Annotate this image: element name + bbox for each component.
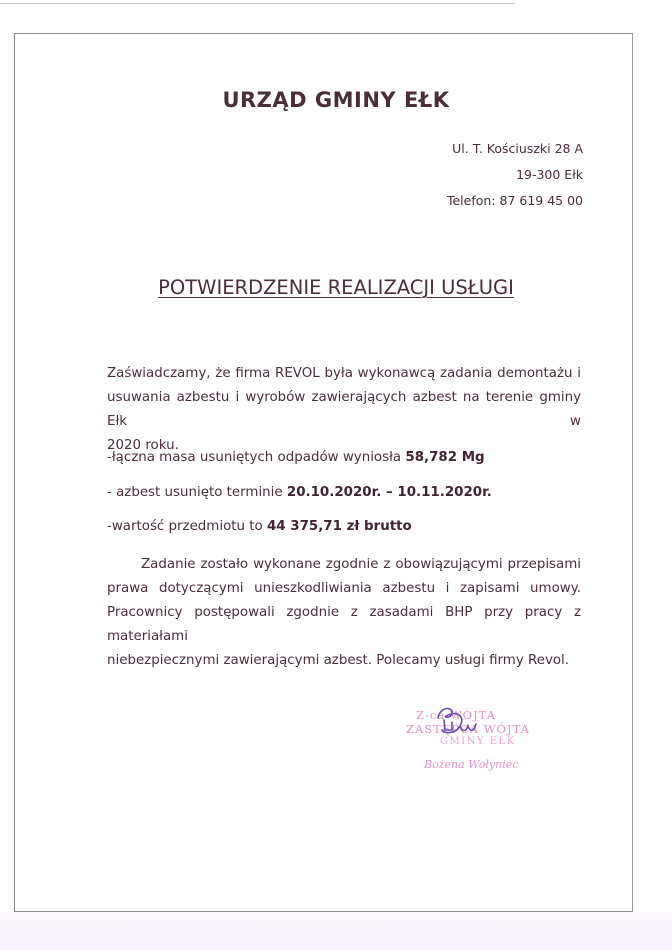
fact-waste-mass: [107, 450, 485, 465]
closing-line: Zadanie zostało wykonane zgodnie z obowiązującymi przepisami: [141, 557, 581, 572]
handwritten-signature: [430, 704, 490, 744]
closing-paragraph: [107, 553, 581, 673]
intro-line: Zaświadczamy, że firma REVOL była wykonawcą zadania demontażu i: [107, 366, 581, 381]
closing-line: Pracownicy postępowali zgodnie z zasadami BHP przy pracy z materiałami: [107, 605, 581, 644]
fact-contract-value: [107, 519, 412, 534]
closing-line: niebezpiecznymi zawierającymi azbest. Polecamy usługi firmy Revol.: [107, 653, 570, 668]
document-title: [0, 276, 672, 299]
stamp-signatory-name: Bożena Wołyniec: [424, 758, 519, 771]
closing-line: prawa dotyczącymi unieszkodliwiania azbestu i zapisami umowy.: [107, 581, 581, 596]
intro-line: 2020 roku.: [107, 438, 179, 453]
scan-edge-line: [0, 3, 515, 4]
stamp-line: ZASTĘPCA WÓJTA: [406, 722, 530, 736]
intro-line: usuwania azbestu i wyrobów zawierających azbest na terenie gminy Ełk w: [107, 390, 581, 429]
fact-value: 20.10.2020r. – 10.11.2020r.: [286, 485, 492, 500]
fact-value: 58,782 Mg: [405, 450, 485, 465]
stamp-line: Z-ca WÓJTA: [416, 708, 497, 722]
stamp-line: GMINY EŁK: [440, 736, 516, 747]
fact-removal-dates: [107, 485, 492, 500]
intro-paragraph: [107, 362, 581, 458]
document-frame: [14, 33, 633, 912]
address-street: Ul. T. Kościuszki 28 A: [452, 141, 583, 156]
fact-label: - azbest usunięto terminie: [107, 485, 287, 500]
phone-number: Telefon: 87 619 45 00: [446, 193, 583, 208]
scan-shade: [0, 912, 672, 950]
fact-value: 44 375,71 zł brutto: [266, 519, 412, 534]
address-city: 19-300 Ełk: [516, 167, 583, 182]
document-title-text: POTWIERDZENIE REALIZACJI USŁUGI: [158, 276, 514, 299]
fact-label: -wartość przedmiotu to: [107, 519, 267, 534]
fact-label: -łączna masa usuniętych odpadów wyniosła: [107, 450, 406, 465]
organization-title: URZĄD GMINY EŁK: [222, 88, 450, 112]
